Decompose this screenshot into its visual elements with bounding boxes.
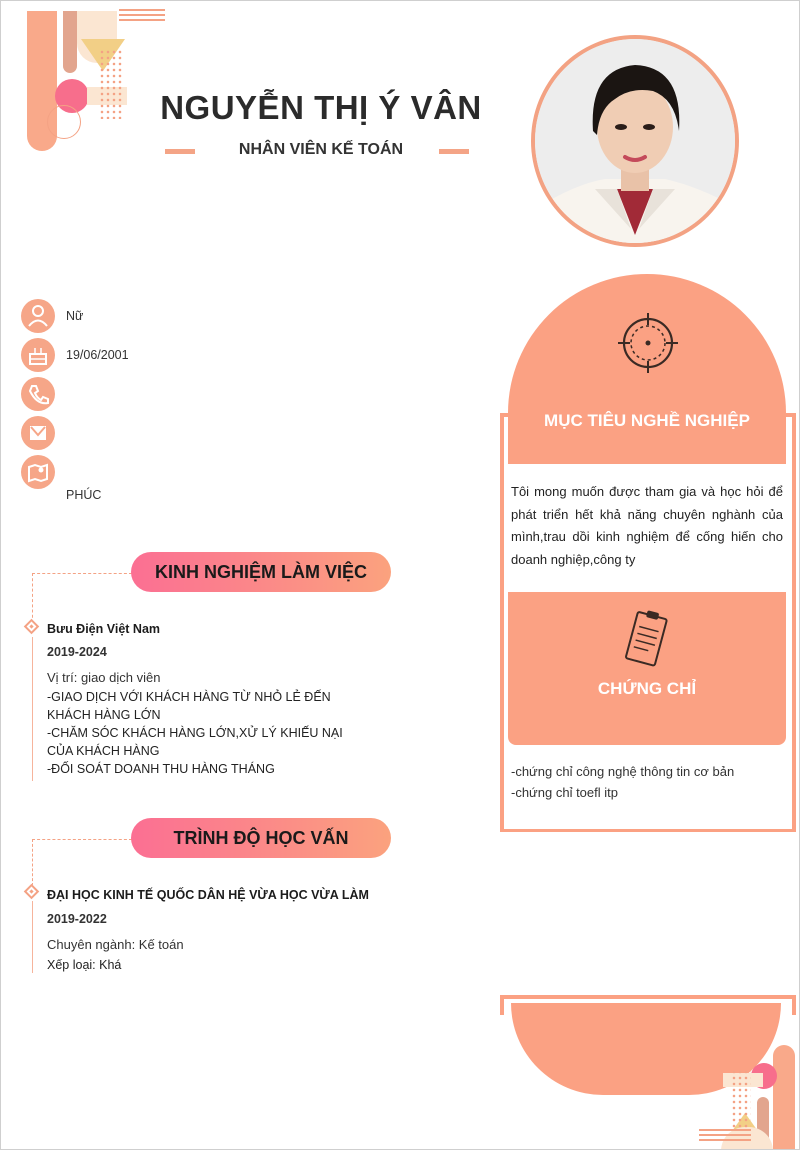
experience-duty: -ĐỐI SOÁT DOANH THU HÀNG THÁNG [47, 762, 275, 776]
education-major: Chuyên ngành: Kế toán [47, 937, 184, 952]
gender-value: Nữ [66, 309, 84, 323]
experience-heading: KINH NGHIỆM LÀM VIỆC [131, 552, 391, 592]
certificates-heading: CHỨNG CHỈ [597, 679, 697, 698]
education-timeline [32, 901, 33, 973]
experience-company: Bưu Điện Việt Nam [47, 622, 161, 636]
education-grade: Xếp loại: Khá [47, 958, 122, 972]
experience-duty: -CHĂM SÓC KHÁCH HÀNG LỚN,XỬ LÝ KHIẾU NẠI CỦA KHÁCH HÀNG [47, 726, 343, 758]
education-connector-h [32, 839, 132, 840]
avatar [531, 35, 739, 247]
candidate-name: NGUYỄN THỊ Ý VÂN [160, 89, 482, 126]
clipboard-icon [623, 607, 671, 678]
experience-connector-v [32, 573, 33, 623]
experience-position: Vị trí: giao dịch viên [47, 670, 161, 685]
education-heading: TRÌNH ĐỘ HỌC VẤN [131, 818, 391, 858]
experience-bullet [24, 619, 40, 635]
experience-timeline [32, 637, 33, 781]
mail-icon [21, 416, 55, 450]
experience-years: 2019-2024 [47, 645, 107, 659]
phone-icon [21, 377, 55, 411]
birthday-value: 19/06/2001 [66, 348, 129, 362]
education-years: 2019-2022 [47, 912, 107, 926]
address-value: PHÚC [66, 488, 102, 502]
experience-connector-h [32, 573, 132, 574]
map-icon [21, 455, 55, 489]
decoration-top-left [1, 1, 171, 161]
candidate-role: NHÂN VIÊN KẾ TOÁN [238, 141, 404, 158]
education-connector-v [32, 839, 33, 886]
certificate-item: -chứng chỉ toefl itp [511, 785, 618, 800]
education-school: ĐẠI HỌC KINH TẾ QUỐC DÂN HỆ VỪA HỌC VỪA LÀM [47, 888, 369, 902]
education-bullet [24, 884, 40, 900]
experience-duty: -GIAO DỊCH VỚI KHÁCH HÀNG TỪ NHỎ LẺ ĐẾN KHÁCH HÀNG LỚN [47, 690, 331, 722]
cake-icon [21, 338, 55, 372]
objective-text: Tôi mong muốn được tham gia và học hỏi để phát triển hết khả năng chuyên nghành của mình,trau dồi kinh nghiệm để cống hiến cho doanh nghiệp,công ty [511, 484, 783, 567]
role-right-line [439, 149, 469, 154]
person-icon [21, 299, 55, 333]
objective-heading: MỤC TIÊU NGHỀ NGHIỆP [544, 411, 750, 430]
certificate-item: -chứng chỉ công nghệ thông tin cơ bản [511, 764, 735, 779]
decoration-bottom-right [691, 1041, 800, 1150]
target-icon [616, 311, 680, 380]
